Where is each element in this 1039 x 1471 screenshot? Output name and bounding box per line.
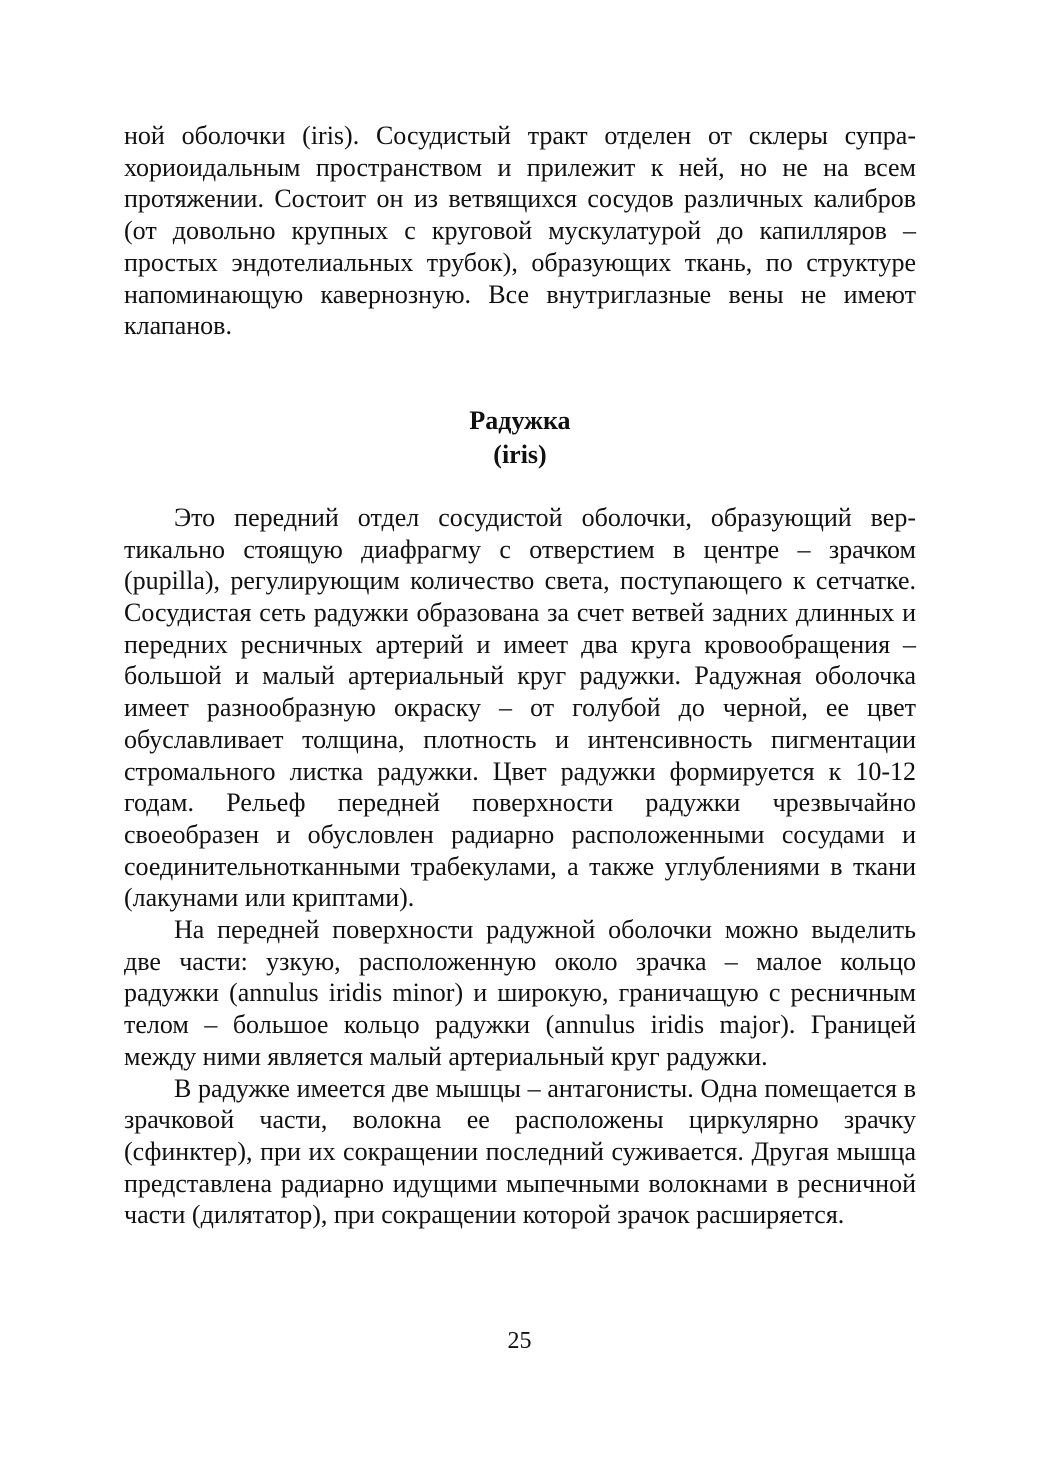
page-content [124, 120, 916, 1231]
body-paragraph: В радужке имеется две мышцы – антагонисты. Одна помещается в зрачковой части, волокна ее расположены циркулярно зрачку (сфинктер), при их сокращении последний суживается. Другая мышца представлена радиарно идущими мыпечными волокнами в ресничной части (дилятатор), при сокращении которой зрачок расширяется. [124, 1073, 916, 1230]
intro-paragraph: ной оболочки (iris). Сосудистый тракт отделен от склеры супрахориоидальным пространством и прилежит к ней, но не на всем протяжении. Состоит он из ветвящихся сосудов различных калибров (от довольно крупных с круговой мускулатурой до капилляров – простых эндотелиальных трубок), образующих ткань, по структуре напоминающую кавернозную. Все внутриглазные вены не имеют клапанов. [124, 121, 916, 341]
body-paragraph: Это передний отдел сосудистой оболочки, образующий вертикально стоящую диафрагму с отверстием в центре – зрачком (pupilla), регулирующим количество света, поступающего к сетчатке. Сосудистая сеть радужки образована за счет ветвей задних длинных и передних ресничных артерий и имеет два круга кровообращения – большой и малый артериальный круг радужки. Радужная оболочка имеет разнообразную окраску – от голубой до черной, ее цвет обуславливает толщина, плотность и интенсивность пигментации стромального листка радужки. Цвет радужки формируется к 10-12 годам. Рельеф передней поверхности радужки чрезвычайно своеобразен и обусловлен радиарно расположенными сосудами и соединительнотканными трабекулами, а также углублениями в ткани (лакунами или криптами). [124, 502, 916, 913]
section-title: Радужка [469, 405, 571, 435]
section-heading [124, 404, 916, 472]
section-subtitle: (iris) [493, 439, 547, 469]
page-number: 25 [507, 1328, 532, 1354]
body-paragraph: На передней поверхности радужной оболочки можно выделить две части: узкую, расположенную около зрачка – малое кольцо радужки (annulus iridis minor) и широкую, граничащую с ресничным телом – большое кольцо радужки (annulus iridis major). Границей между ними является малый артериальный круг радужки. [124, 915, 916, 1071]
